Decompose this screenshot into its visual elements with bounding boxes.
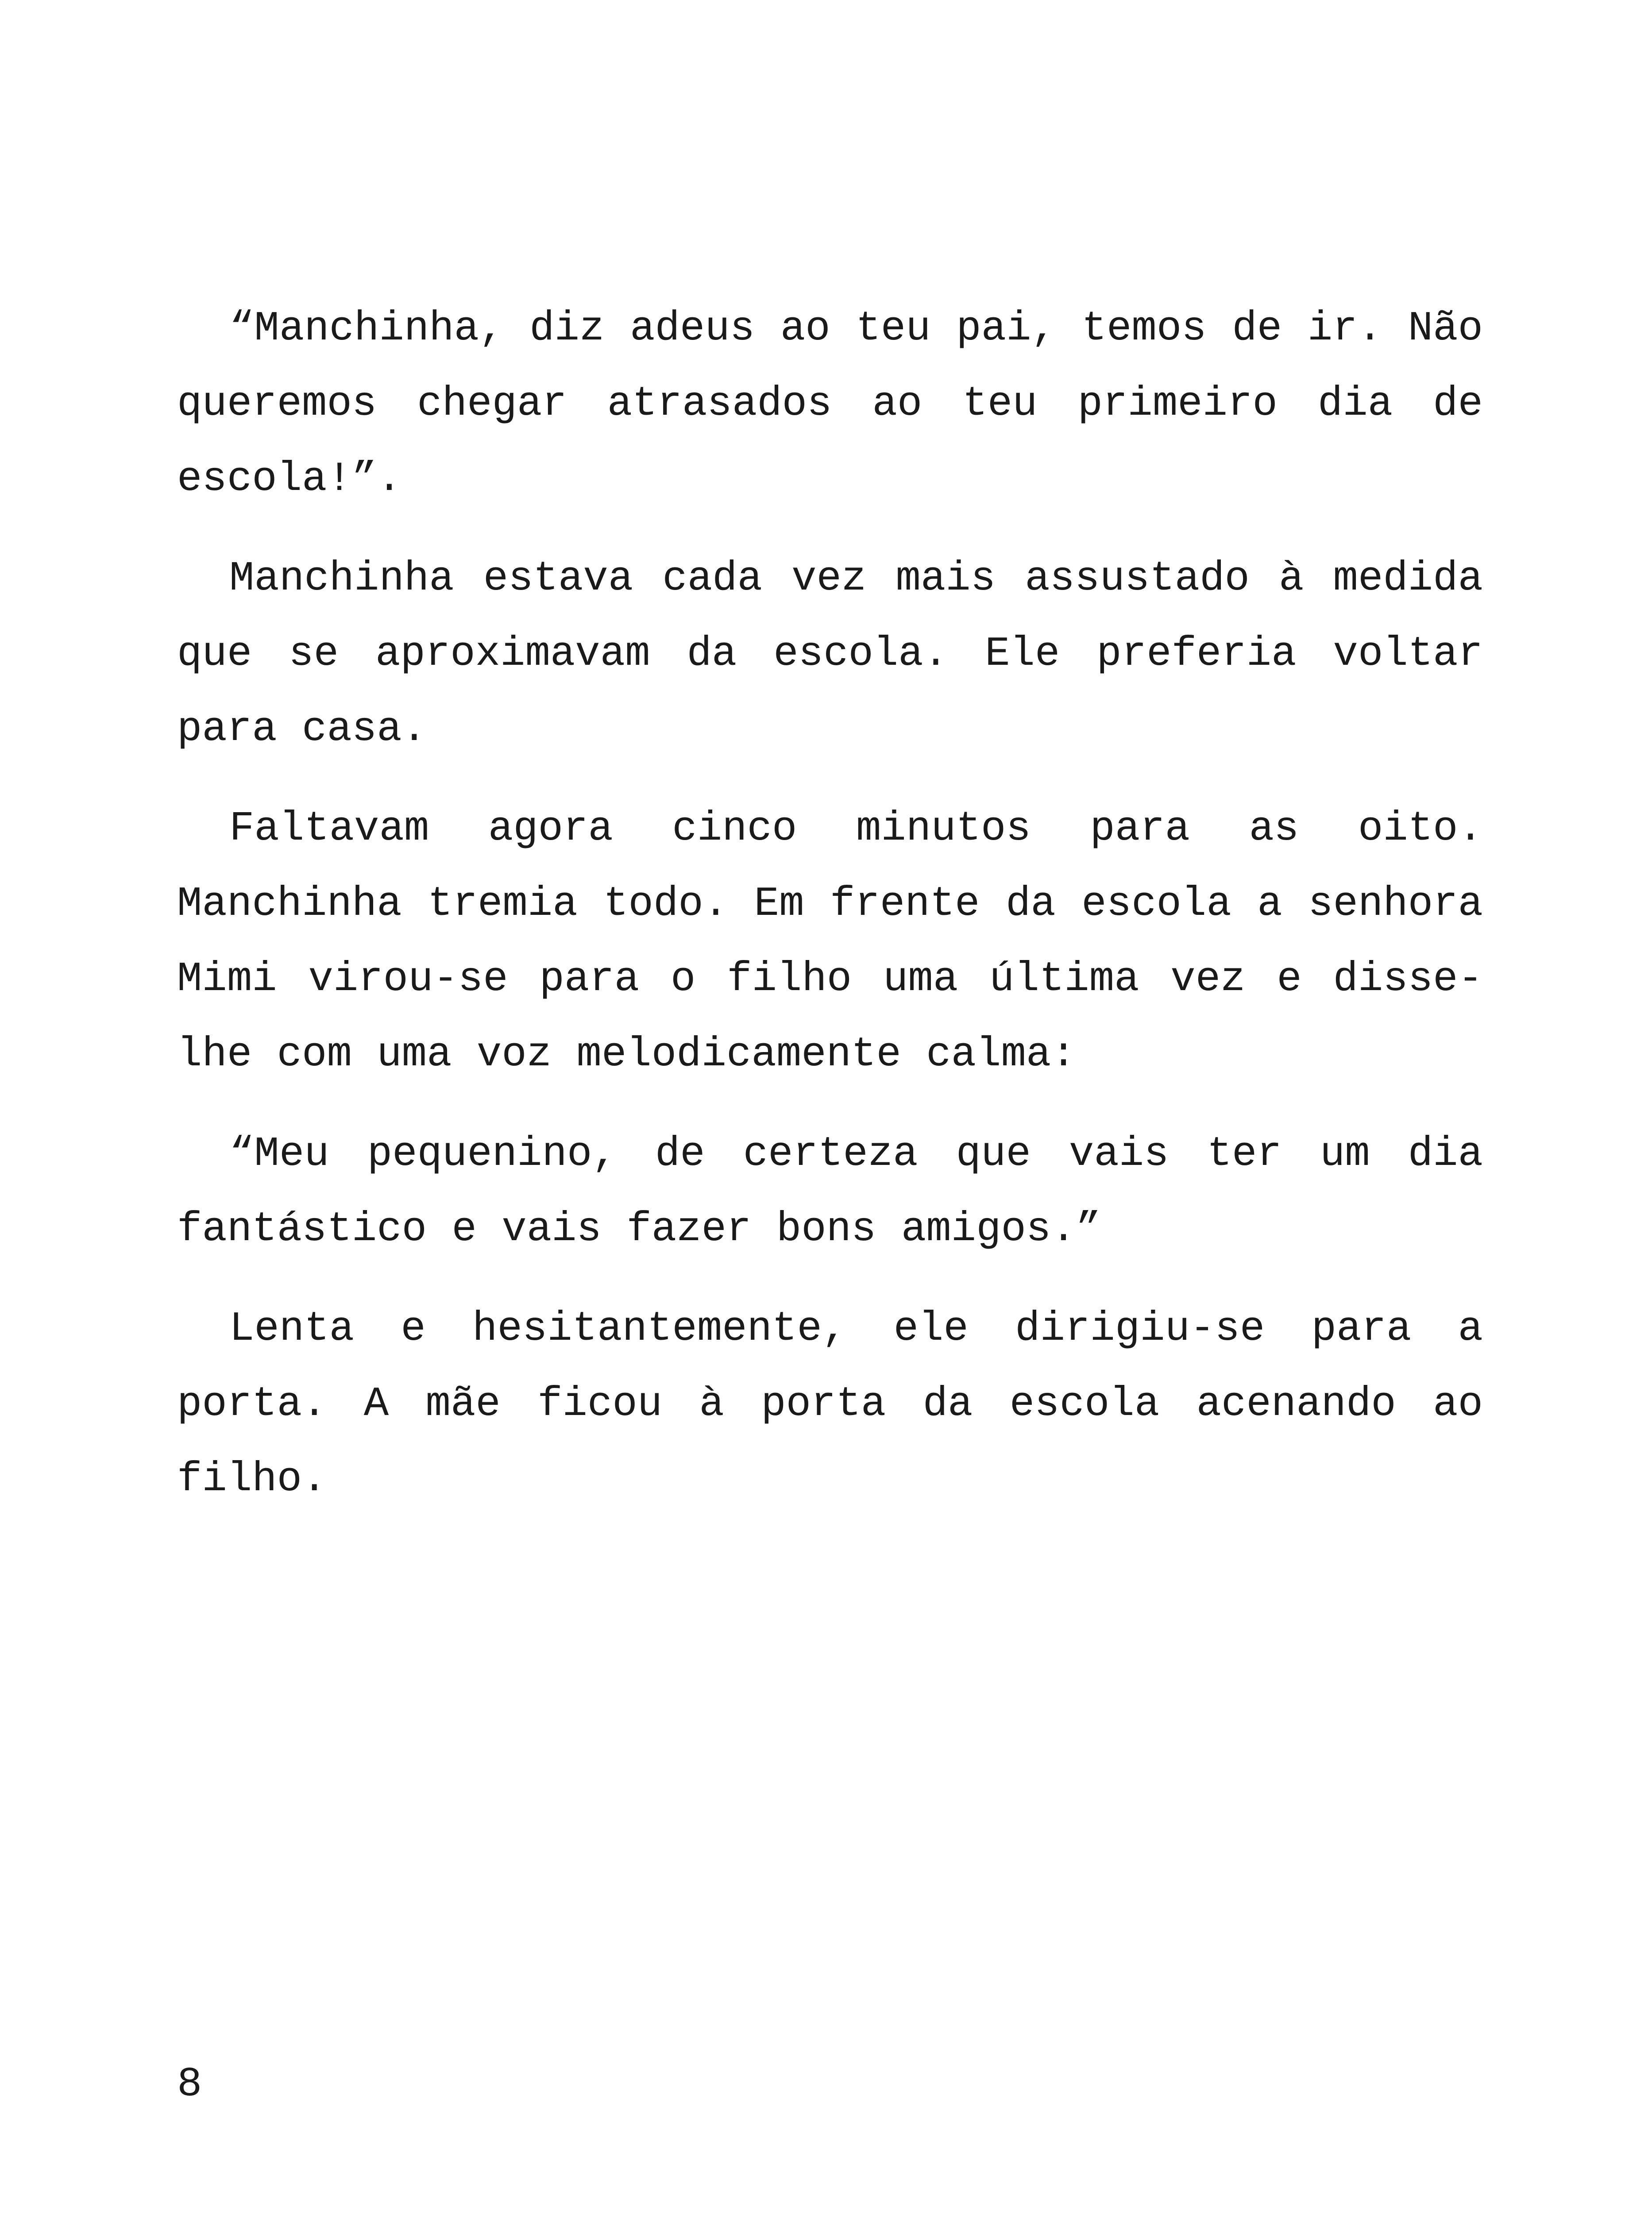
page-number: 8	[177, 2061, 202, 2108]
paragraph: Manchinha estava cada vez mais assustado à medida que se aproximavam da escola. Ele preferia voltar para casa.	[177, 555, 1483, 753]
story-text	[177, 291, 1483, 1542]
paragraph: Lenta e hesitantemente, ele dirigiu-se para a porta. A mãe ficou à porta da escola acenando ao filho.	[177, 1306, 1483, 1503]
paragraph: “Meu pequenino, de certeza que vais ter um dia fantástico e vais fazer bons amigos.”	[177, 1131, 1483, 1253]
paragraph: “Manchinha, diz adeus ao teu pai, temos de ir. Não queremos chegar atrasados ao teu primeiro dia de escola!”.	[177, 305, 1483, 503]
paragraph: Faltavam agora cinco minutos para as oito. Manchinha tremia todo. Em frente da escola a senhora Mimi virou-se para o filho uma última vez e disse-lhe com uma voz melodicamente calma:	[177, 806, 1483, 1078]
